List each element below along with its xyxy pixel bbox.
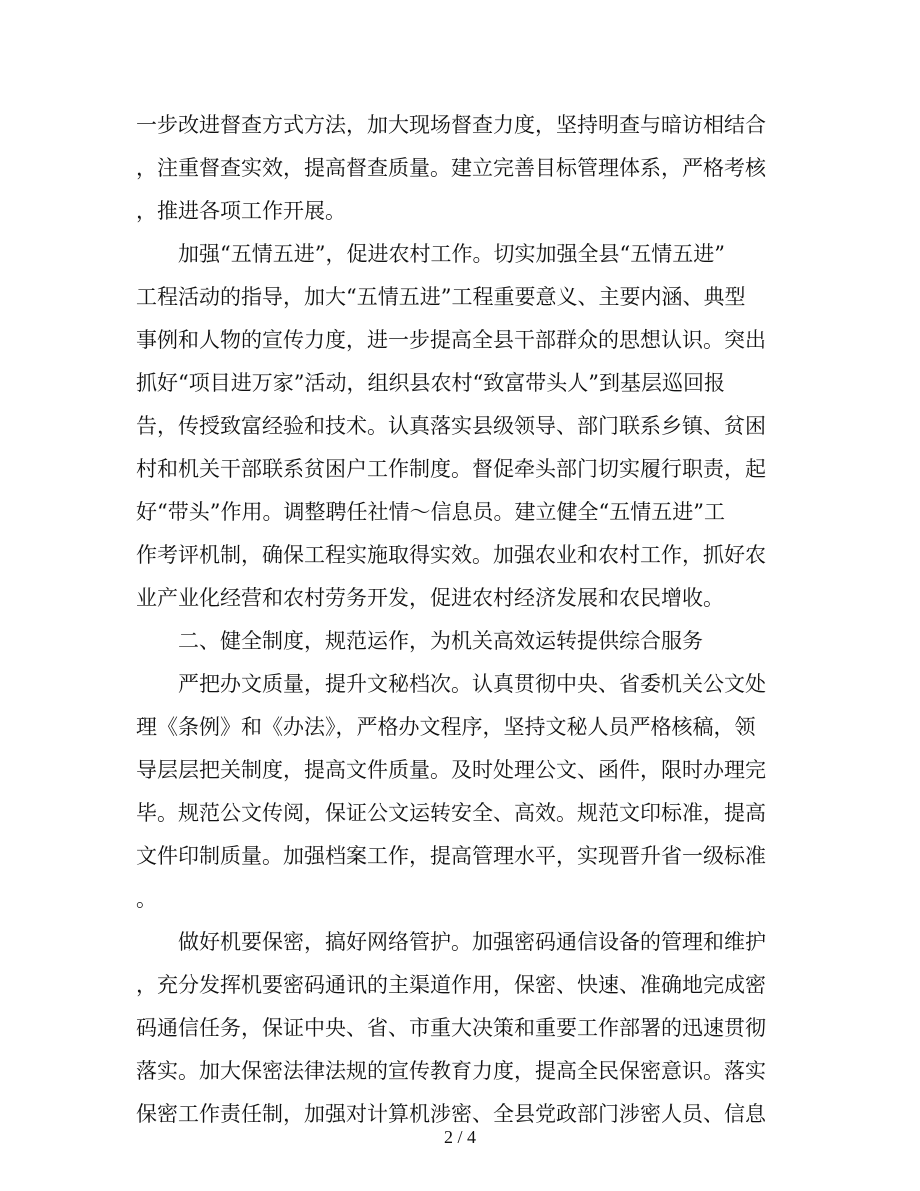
- text-line: 毕。规范公文传阅，保证公文运转安全、高效。规范文印标准，提高: [136, 801, 766, 825]
- text-line: 事例和人物的宣传力度，进一步提高全县干部群众的思想认识。突出: [136, 328, 766, 352]
- text-line: ，推进各项工作开展。: [136, 199, 346, 223]
- text-line: 文件印制质量。加强档案工作，提高管理水平，实现晋升省一级标准: [136, 844, 766, 868]
- text-line: 码通信任务，保证中央、省、市重大决策和重要工作部署的迅速贯彻: [136, 1016, 766, 1040]
- section-heading: 二、健全制度，规范运作，为机关高效运转提供综合服务: [136, 629, 703, 653]
- text-line: 告，传授致富经验和技术。认真落实县级领导、部门联系乡镇、贫困: [136, 414, 766, 438]
- page-number: 2 / 4: [443, 1127, 476, 1147]
- text-line: ，注重督查实效，提高督查质量。建立完善目标管理体系，严格考核: [136, 156, 766, 180]
- text-line: 好“带头”作用。调整聘任社情～信息员。建立健全“五情五进”工: [136, 500, 725, 524]
- text-line: 抓好“项目进万家”活动，组织县农村“致富带头人”到基层巡回报: [136, 371, 725, 395]
- text-line: 做好机要保密，搞好网络管护。加强密码通信设备的管理和维护: [136, 930, 766, 954]
- text-line: 。: [136, 887, 157, 911]
- text-line: 工程活动的指导，加大“五情五进”工程重要意义、主要内涵、典型: [136, 285, 746, 309]
- text-line: 理《条例》和《办法》，严格办文程序，坚持文秘人员严格核稿，领: [136, 715, 756, 739]
- text-line: 村和机关干部联系贫困户工作制度。督促牵头部门切实履行职责，起: [136, 457, 766, 481]
- text-line: ，充分发挥机要密码通讯的主渠道作用，保密、快速、准确地完成密: [136, 973, 766, 997]
- text-line: 导层层把关制度，提高文件质量。及时处理公文、函件，限时办理完: [136, 758, 766, 782]
- text-line: 严把办文质量，提升文秘档次。认真贯彻中央、省委机关公文处: [136, 672, 766, 696]
- text-line: 保密工作责任制，加强对计算机涉密、全县党政部门涉密人员、信息: [136, 1102, 766, 1126]
- text-line: 加强“五情五进”，促进农村工作。切实加强全县“五情五进”: [136, 242, 725, 266]
- text-line: 一步改进督查方式方法，加大现场督查力度，坚持明查与暗访相结合: [136, 113, 766, 137]
- text-line: 业产业化经营和农村劳务开发，促进农村经济发展和农民增收。: [136, 586, 724, 610]
- text-line: 落实。加大保密法律法规的宣传教育力度，提高全民保密意识。落实: [136, 1059, 766, 1083]
- text-line: 作考评机制，确保工程实施取得实效。加强农业和农村工作，抓好农: [136, 543, 766, 567]
